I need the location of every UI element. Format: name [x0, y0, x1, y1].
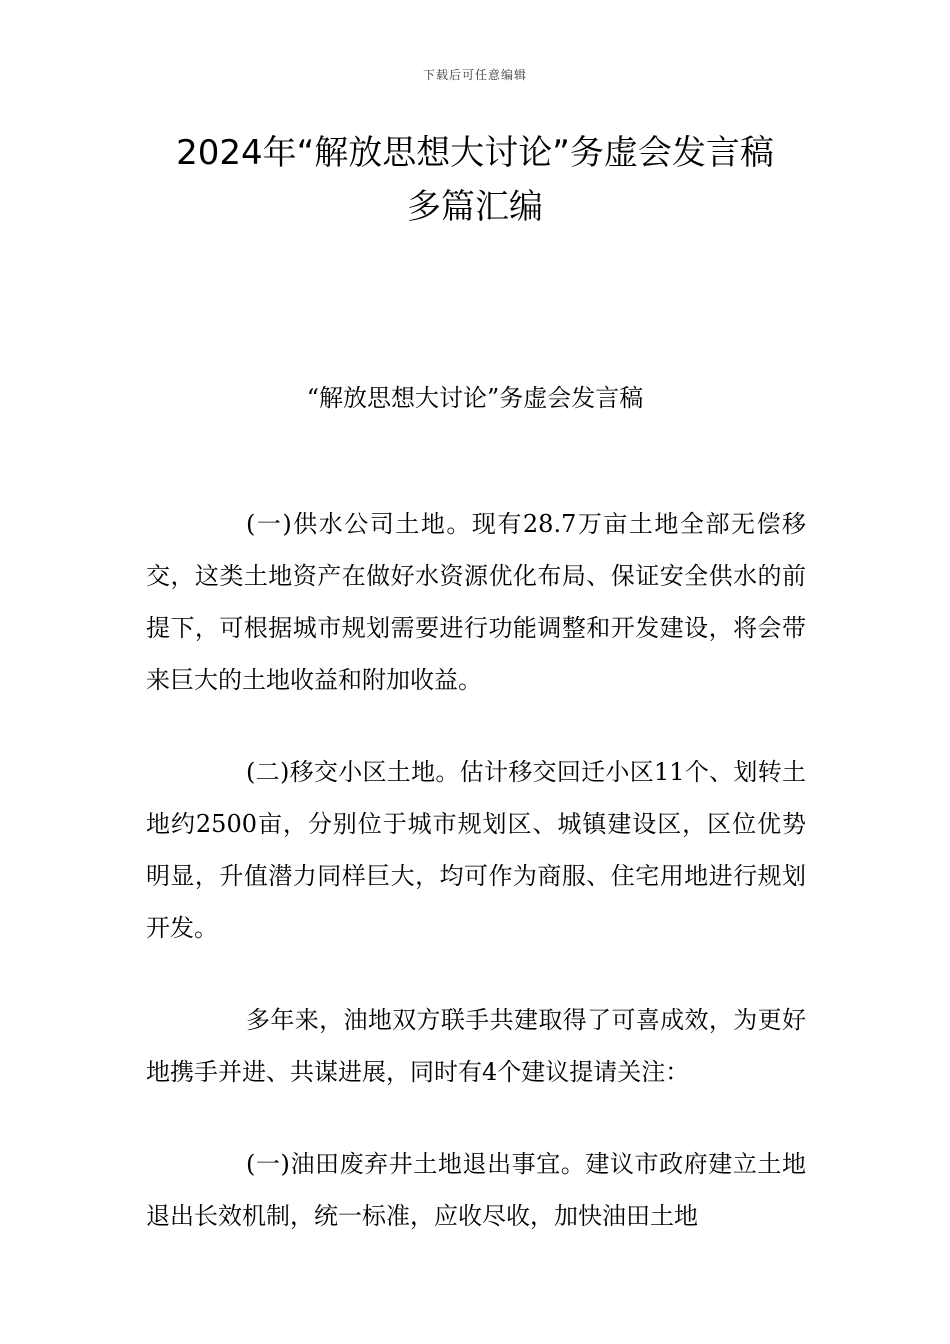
header-note: 下载后可任意编辑	[422, 68, 527, 82]
section-title: “解放思想大讨论”务虚会发言稿	[306, 384, 644, 412]
paragraph-community-land: (二)移交小区土地。估计移交回迁小区11个、划转土地约2500亩，分别位于城市规划区、城镇建设区，区位优势明显，升值潜力同样巨大，均可作为商服、住宅用地进行规划开发。	[146, 758, 806, 942]
paragraph-water-company-land: (一)供水公司土地。现有28.7万亩土地全部无偿移交，这类土地资产在做好水资源优化布局、保证安全供水的前提下，可根据城市规划需要进行功能调整和开发建设，将会带来巨大的土地收益和附加收益。	[146, 510, 806, 694]
title-line-1: 2024年“解放思想大讨论”务虚会发言稿	[176, 133, 774, 173]
document-title	[120, 126, 830, 234]
paragraph-cooperation-summary: 多年来，油地双方联手共建取得了可喜成效，为更好地携手并进、共谋进展，同时有4个建议提请关注：	[146, 1006, 806, 1086]
paragraph-abandoned-wells: (一)油田废弃井土地退出事宜。建议市政府建立土地退出长效机制，统一标准，应收尽收，加快油田土地	[146, 1150, 806, 1230]
title-line-2: 多篇汇编	[407, 187, 543, 227]
